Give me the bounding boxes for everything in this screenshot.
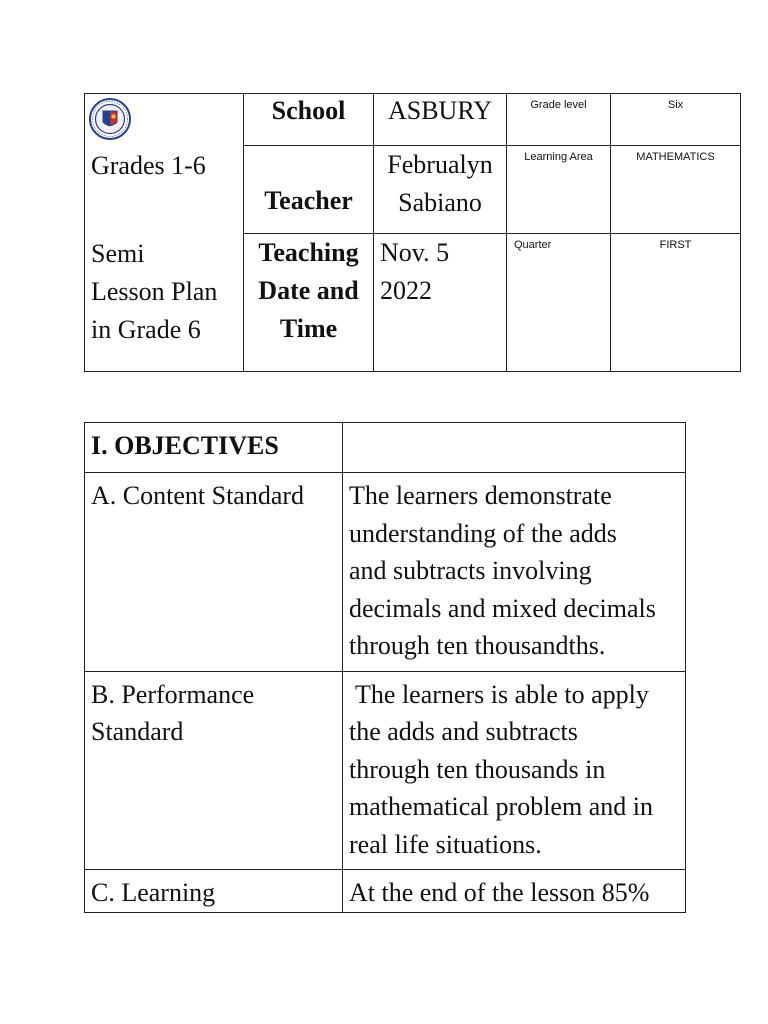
content-standard-line: decimals and mixed decimals (349, 593, 656, 623)
quarter-label: Quarter (514, 239, 552, 251)
performance-standard-line: the adds and subtracts (349, 717, 578, 746)
grade-level-value-cell (611, 94, 741, 146)
objectives-heading-cell (85, 423, 343, 473)
performance-standard-label-cell (85, 671, 343, 870)
plan-line-3: in Grade 6 (91, 315, 201, 344)
date-label-line-2: Date and (258, 276, 359, 305)
content-standard-text-cell (343, 473, 686, 672)
quarter-value: FIRST (659, 239, 692, 251)
school-label-cell (244, 94, 374, 146)
quarter-value-cell (611, 234, 741, 372)
content-standard-label-cell (85, 473, 343, 672)
header-table (84, 93, 741, 372)
grades-text: Grades 1-6 (91, 151, 206, 180)
learning-competency-label: C. Learning (91, 878, 216, 907)
plan-line-2: Lesson Plan (91, 277, 218, 306)
learning-competency-label-cell (85, 870, 343, 913)
school-info-cell (85, 94, 244, 372)
grade-level-label-cell (507, 94, 611, 146)
performance-standard-label-line: B. Performance (91, 679, 255, 709)
performance-standard-text-cell (343, 671, 686, 870)
performance-standard-line: through ten thousands in (349, 754, 606, 784)
plan-line-1: Semi (91, 239, 145, 268)
date-value-line-1: Nov. 5 (380, 238, 450, 267)
performance-standard-line: The learners is able to apply (349, 679, 649, 709)
learning-competency-text-cell (343, 870, 686, 913)
learning-area-label-cell (507, 146, 611, 234)
content-standard-line: and subtracts involving (349, 556, 592, 585)
teacher-label: Teacher (264, 186, 353, 215)
content-standard-line: The learners demonstrate (349, 481, 612, 510)
deped-seal-icon (89, 98, 131, 140)
learning-competency-line: At the end of the lesson 85% (349, 878, 650, 907)
content-standard-label: A. Content Standard (91, 481, 305, 510)
content-standard-line: understanding of the adds (349, 518, 617, 548)
learning-area-label: Learning Area (524, 151, 593, 163)
content-standard-line: through ten thousandths. (349, 631, 606, 660)
learning-area-value: MATHEMATICS (636, 151, 715, 163)
date-value-line-2: 2022 (380, 276, 432, 305)
grade-level-value: Six (667, 99, 684, 111)
school-label: School (271, 96, 346, 125)
grade-level-label: Grade level (530, 99, 587, 111)
objectives-heading-blank-cell (343, 423, 686, 473)
teacher-label-cell (244, 146, 374, 234)
teacher-value-cell (374, 146, 507, 234)
date-label-cell (244, 234, 374, 372)
performance-standard-line: real life situations. (349, 829, 542, 859)
date-label-line-1: Teaching (258, 238, 359, 267)
school-value: ASBURY (387, 96, 493, 125)
quarter-label-cell (507, 234, 611, 372)
teacher-value-line-1: Februalyn (387, 150, 493, 179)
date-value-cell (374, 234, 507, 372)
objectives-heading: I. OBJECTIVES (91, 431, 279, 460)
teacher-value-line-2: Sabiano (398, 188, 482, 217)
learning-area-value-cell (611, 146, 741, 234)
date-label-line-3: Time (279, 314, 338, 343)
objectives-table (84, 422, 686, 913)
school-value-cell (374, 94, 507, 146)
performance-standard-label-line: Standard (91, 717, 184, 746)
performance-standard-line: mathematical problem and in (349, 792, 653, 821)
